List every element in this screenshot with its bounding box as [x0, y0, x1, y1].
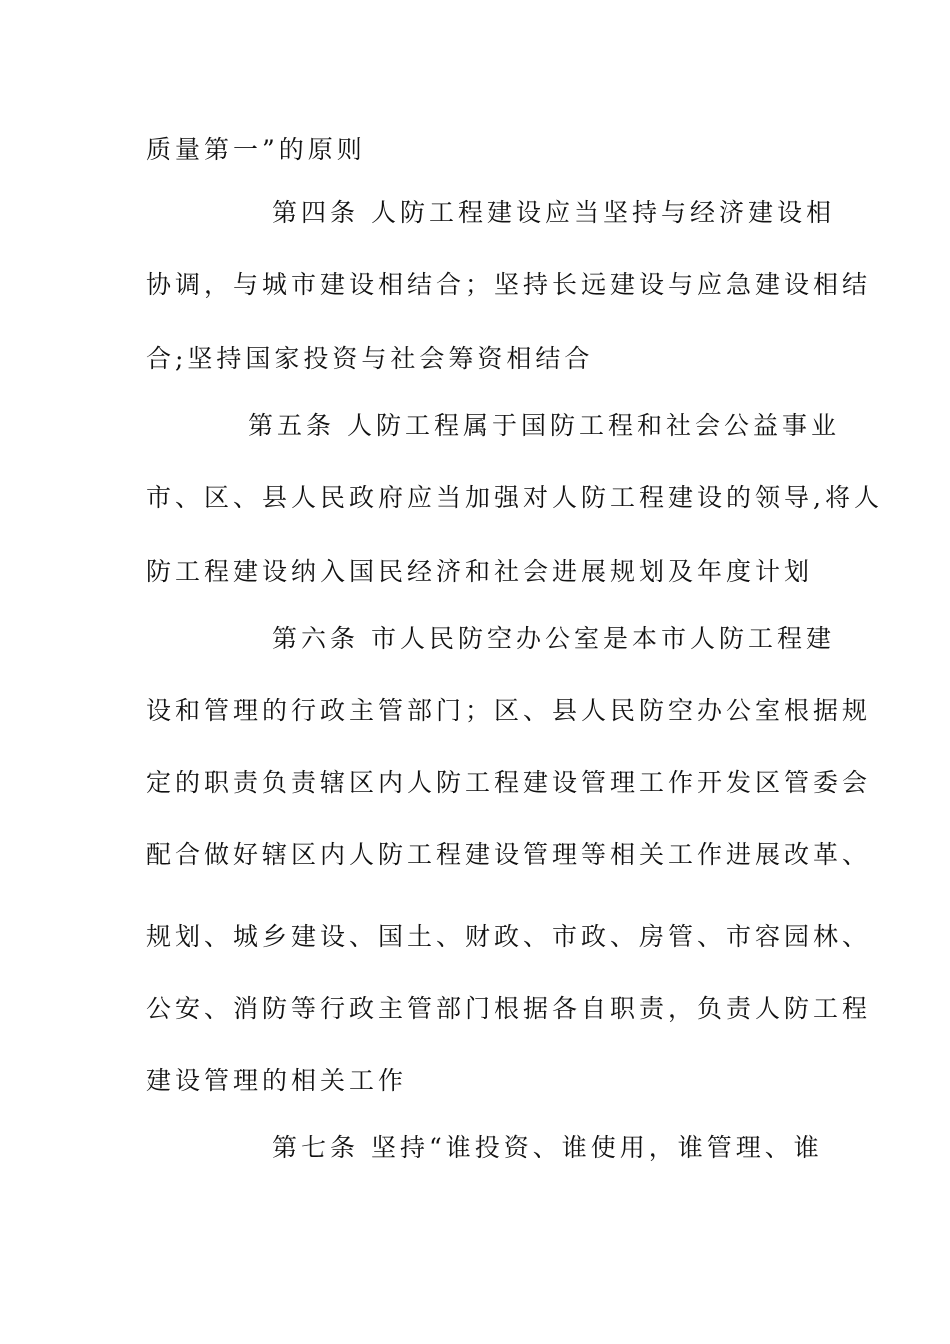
text-line: 规划、城乡建设、国土、财政、市政、房管、市容园林、 — [146, 922, 872, 951]
text-line: 防工程建设纳入国民经济和社会进展规划及年度计划 — [146, 557, 814, 586]
text-line: 配合做好辖区内人防工程建设管理等相关工作进展改革、 — [146, 840, 872, 869]
article-7-heading-line: 第七条 坚持“谁投资、谁使用，谁管理、谁 — [272, 1133, 823, 1162]
text-line: 协调，与城市建设相结合；坚持长远建设与应急建设相结 — [146, 270, 872, 299]
article-6-heading-line: 第六条 市人民防空办公室是本市人防工程建 — [272, 624, 835, 653]
text-line: 定的职责负责辖区内人防工程建设管理工作开发区管委会 — [146, 768, 872, 797]
text-line: 建设管理的相关工作 — [146, 1066, 408, 1095]
text-line: 合;坚持国家投资与社会筹资相结合 — [146, 344, 594, 373]
article-5-heading-line: 第五条 人防工程属于国防工程和社会公益事业 — [248, 411, 840, 440]
text-line: 公安、消防等行政主管部门根据各自职责，负责人防工程 — [146, 994, 872, 1023]
text-line: 市、区、县人民政府应当加强对人防工程建设的领导,将人 — [146, 483, 883, 512]
text-line: 质量第一”的原则 — [146, 135, 366, 164]
article-4-heading-line: 第四条 人防工程建设应当坚持与经济建设相 — [272, 198, 835, 227]
text-line: 设和管理的行政主管部门；区、县人民防空办公室根据规 — [146, 696, 872, 725]
